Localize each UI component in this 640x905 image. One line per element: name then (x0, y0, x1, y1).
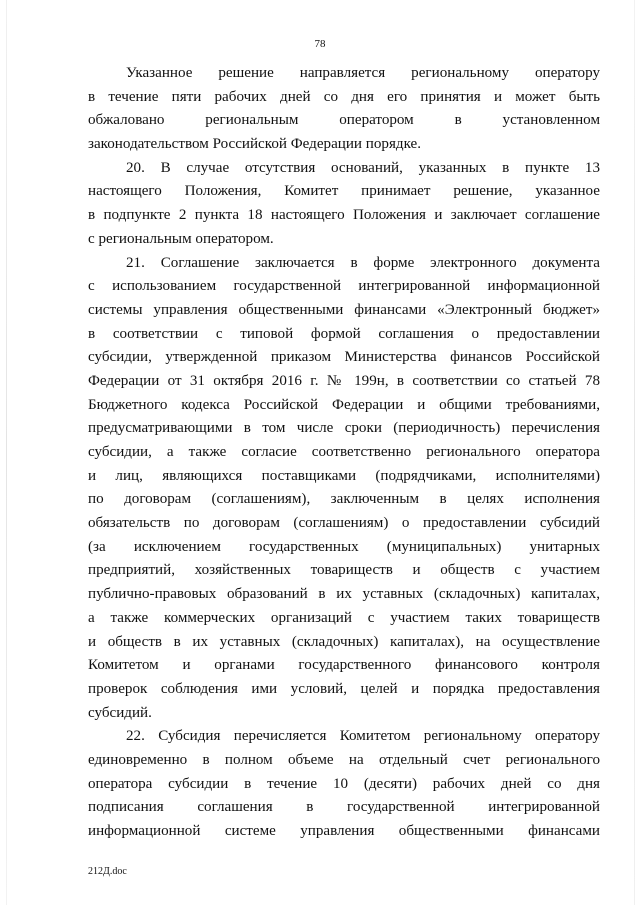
text-line: предприятий, хозяйственных товариществ и обществ с участием (88, 562, 600, 579)
text-line: настоящего Положения, Комитет принимает решение, указанное (88, 183, 600, 200)
text-line: обязательств по договорам (соглашениям) о предоставлении субсидий (88, 515, 600, 532)
text-line: в соответствии с типовой формой соглашения о предоставлении (88, 325, 600, 342)
text-line: системы управления общественными финансами «Электронный бюджет» (88, 301, 600, 318)
text-line: проверок соблюдения ими условий, целей и порядка предоставления (88, 680, 600, 697)
text-line: а также коммерческих организаций с участием таких товариществ (88, 609, 600, 626)
text-line: с региональным оператором. (88, 230, 274, 247)
text-line: (за исключением государственных (муниципальных) унитарных (88, 538, 600, 555)
text-line: обжаловано региональным оператором в установленном (88, 112, 600, 129)
text-line: и лиц, являющихся поставщиками (подрядчиками, исполнителями) (88, 467, 600, 484)
text-line: информационной системе управления общественными финансами (88, 823, 600, 839)
text-line: Бюджетного кодекса Российской Федерации и общими требованиями, (88, 396, 600, 413)
text-line: в подпункте 2 пункта 18 настоящего Положения и заключает соглашение (88, 207, 600, 224)
page-number: 78 (314, 38, 326, 50)
text-line: в течение пяти рабочих дней со дня его принятия и может быть (88, 88, 600, 105)
text-line: 21. Соглашение заключается в форме электронного документа (126, 254, 600, 271)
document-body (88, 62, 600, 844)
text-line: 22. Субсидия перечисляется Комитетом региональному оператору (126, 728, 600, 745)
text-line: единовременно в полном объеме на отдельный счет регионального (88, 751, 600, 768)
text-line: публично-правовых образований в их уставных (складочных) капиталах, (88, 586, 600, 603)
text-line: подписания соглашения в государственной интегрированной (88, 799, 600, 816)
text-line: 20. В случае отсутствия оснований, указанных в пункте 13 (126, 159, 600, 176)
scan-edge-left (6, 0, 7, 905)
footer-filename: 212Д.doc (88, 866, 127, 877)
text-line: по договорам (соглашениям), заключенным в целях исполнения (88, 491, 600, 508)
text-line: Комитетом и органами государственного финансового контроля (88, 657, 600, 674)
text-line: предусматривающими в том числе сроки (периодичность) перечисления (88, 420, 600, 437)
text-line: субсидии, а также согласие соответственно регионального оператора (88, 444, 600, 460)
text-line: Указанное решение направляется региональному оператору (126, 65, 600, 81)
text-line: законодательством Российской Федерации порядке. (88, 136, 422, 153)
text-line: с использованием государственной интегрированной информационной (88, 278, 600, 295)
text-line: субсидий. (88, 704, 152, 721)
text-line: Федерации от 31 октября 2016 г. № 199н, в соответствии со статьей 78 (88, 372, 600, 389)
scan-edge-right (634, 0, 635, 905)
text-line: оператора субсидии в течение 10 (десяти) рабочих дней со дня (88, 775, 600, 792)
text-line: и обществ в их уставных (складочных) капиталах), на осуществление (88, 633, 600, 650)
text-line: субсидии, утвержденной приказом Министерства финансов Российской (88, 349, 600, 366)
